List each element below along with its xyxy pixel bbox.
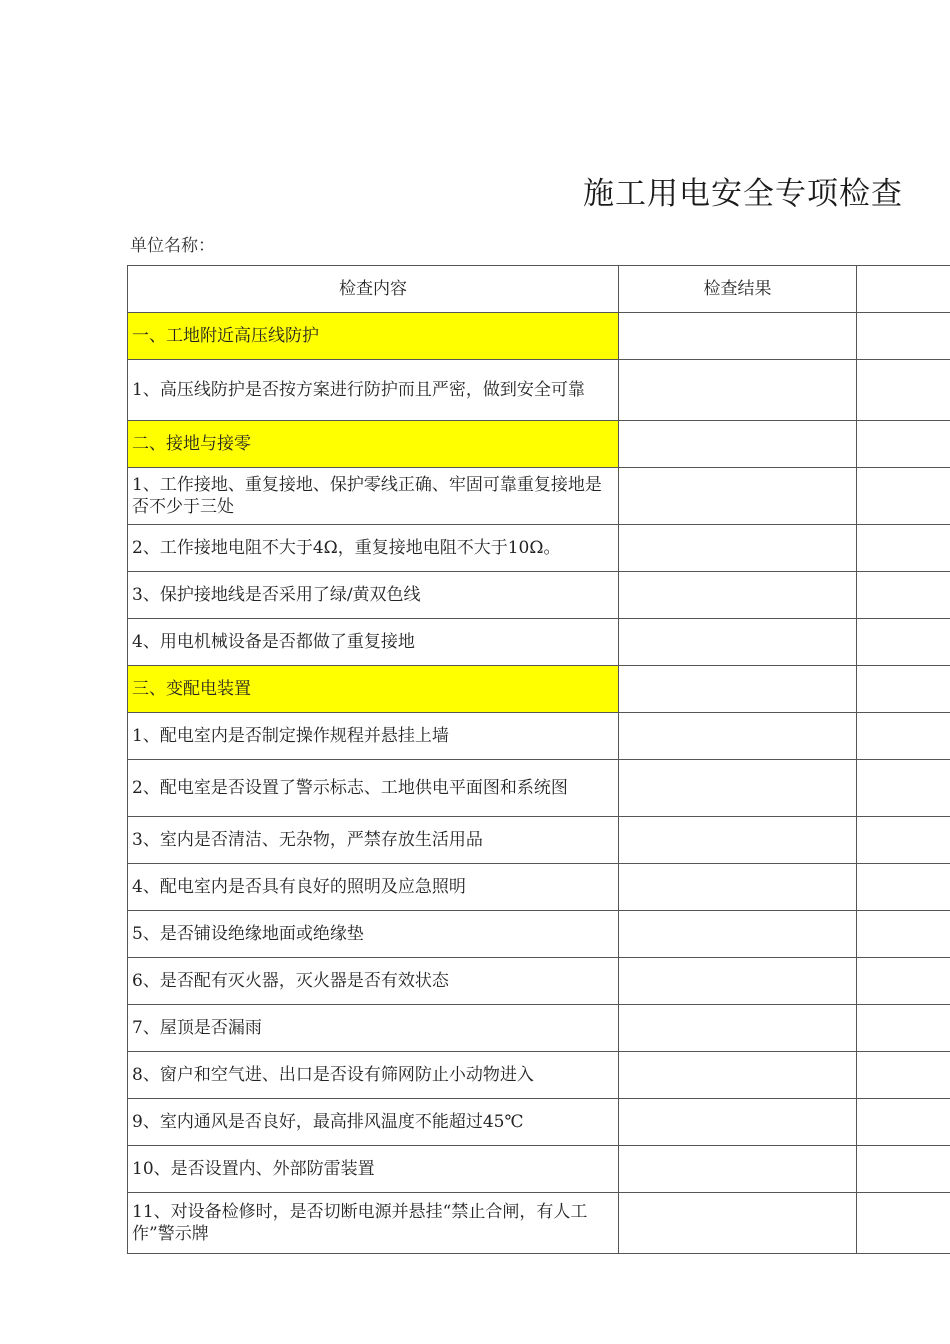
- check-item: 1、配电室内是否制定操作规程并悬挂上墙: [128, 713, 619, 760]
- result-cell[interactable]: [619, 525, 857, 572]
- result-cell[interactable]: [619, 1193, 857, 1254]
- result-cell[interactable]: [619, 572, 857, 619]
- table-row: [128, 864, 950, 911]
- header-content: 检查内容: [128, 266, 619, 313]
- table-row: [128, 360, 950, 421]
- result-cell[interactable]: [619, 1146, 857, 1193]
- table-row: [128, 619, 950, 666]
- check-item: 3、保护接地线是否采用了绿/黄双色线: [128, 572, 619, 619]
- inspection-table: [127, 265, 950, 1254]
- result-cell[interactable]: [619, 666, 857, 713]
- extra-cell[interactable]: [857, 360, 950, 421]
- check-item: 5、是否铺设绝缘地面或绝缘垫: [128, 911, 619, 958]
- extra-cell[interactable]: [857, 572, 950, 619]
- unit-name-label: 单位名称：: [130, 236, 215, 256]
- result-cell[interactable]: [619, 760, 857, 817]
- extra-cell[interactable]: [857, 958, 950, 1005]
- table-row: [128, 713, 950, 760]
- extra-cell[interactable]: [857, 1099, 950, 1146]
- result-cell[interactable]: [619, 619, 857, 666]
- table-row: [128, 817, 950, 864]
- check-item: 10、是否设置内、外部防雷装置: [128, 1146, 619, 1193]
- check-item: 4、用电机械设备是否都做了重复接地: [128, 619, 619, 666]
- extra-cell[interactable]: [857, 468, 950, 525]
- table-row: [128, 1005, 950, 1052]
- check-item: 3、室内是否清洁、无杂物，严禁存放生活用品: [128, 817, 619, 864]
- result-cell[interactable]: [619, 1005, 857, 1052]
- result-cell[interactable]: [619, 468, 857, 525]
- result-cell[interactable]: [619, 713, 857, 760]
- section-title: 二、接地与接零: [128, 421, 619, 468]
- page-title: 施工用电安全专项检查: [583, 176, 903, 212]
- result-cell[interactable]: [619, 864, 857, 911]
- extra-cell[interactable]: [857, 1146, 950, 1193]
- header-extra: [857, 266, 950, 313]
- result-cell[interactable]: [619, 1052, 857, 1099]
- check-item: 2、工作接地电阻不大于4Ω，重复接地电阻不大于10Ω。: [128, 525, 619, 572]
- table-row: [128, 1193, 950, 1254]
- extra-cell[interactable]: [857, 713, 950, 760]
- check-item: 7、屋顶是否漏雨: [128, 1005, 619, 1052]
- extra-cell[interactable]: [857, 864, 950, 911]
- table-row: [128, 958, 950, 1005]
- table-row: [128, 911, 950, 958]
- section-row: [128, 421, 950, 468]
- extra-cell[interactable]: [857, 619, 950, 666]
- extra-cell[interactable]: [857, 911, 950, 958]
- header-result: 检查结果: [619, 266, 857, 313]
- result-cell[interactable]: [619, 360, 857, 421]
- section-row: [128, 313, 950, 360]
- result-cell[interactable]: [619, 421, 857, 468]
- result-cell[interactable]: [619, 817, 857, 864]
- check-item: 2、配电室是否设置了警示标志、工地供电平面图和系统图: [128, 760, 619, 817]
- extra-cell[interactable]: [857, 421, 950, 468]
- table-row: [128, 572, 950, 619]
- check-item: 1、工作接地、重复接地、保护零线正确、牢固可靠重复接地是否不少于三处: [128, 468, 619, 525]
- result-cell[interactable]: [619, 1099, 857, 1146]
- result-cell[interactable]: [619, 911, 857, 958]
- section-row: [128, 666, 950, 713]
- table-row: [128, 1146, 950, 1193]
- section-title: 一、工地附近高压线防护: [128, 313, 619, 360]
- check-item: 9、室内通风是否良好，最高排风温度不能超过45℃: [128, 1099, 619, 1146]
- check-item: 6、是否配有灭火器，灭火器是否有效状态: [128, 958, 619, 1005]
- extra-cell[interactable]: [857, 1193, 950, 1254]
- check-item: 11、对设备检修时，是否切断电源并悬挂“禁止合闸，有人工作”警示牌: [128, 1193, 619, 1254]
- table-header-row: [128, 266, 950, 313]
- check-item: 8、窗户和空气进、出口是否设有筛网防止小动物进入: [128, 1052, 619, 1099]
- check-item: 1、高压线防护是否按方案进行防护而且严密，做到安全可靠: [128, 360, 619, 421]
- extra-cell[interactable]: [857, 760, 950, 817]
- table-row: [128, 760, 950, 817]
- extra-cell[interactable]: [857, 1005, 950, 1052]
- section-title: 三、变配电装置: [128, 666, 619, 713]
- table-row: [128, 468, 950, 525]
- extra-cell[interactable]: [857, 525, 950, 572]
- check-item: 4、配电室内是否具有良好的照明及应急照明: [128, 864, 619, 911]
- table-row: [128, 1099, 950, 1146]
- result-cell[interactable]: [619, 313, 857, 360]
- extra-cell[interactable]: [857, 666, 950, 713]
- table-row: [128, 1052, 950, 1099]
- extra-cell[interactable]: [857, 817, 950, 864]
- result-cell[interactable]: [619, 958, 857, 1005]
- extra-cell[interactable]: [857, 1052, 950, 1099]
- table-row: [128, 525, 950, 572]
- extra-cell[interactable]: [857, 313, 950, 360]
